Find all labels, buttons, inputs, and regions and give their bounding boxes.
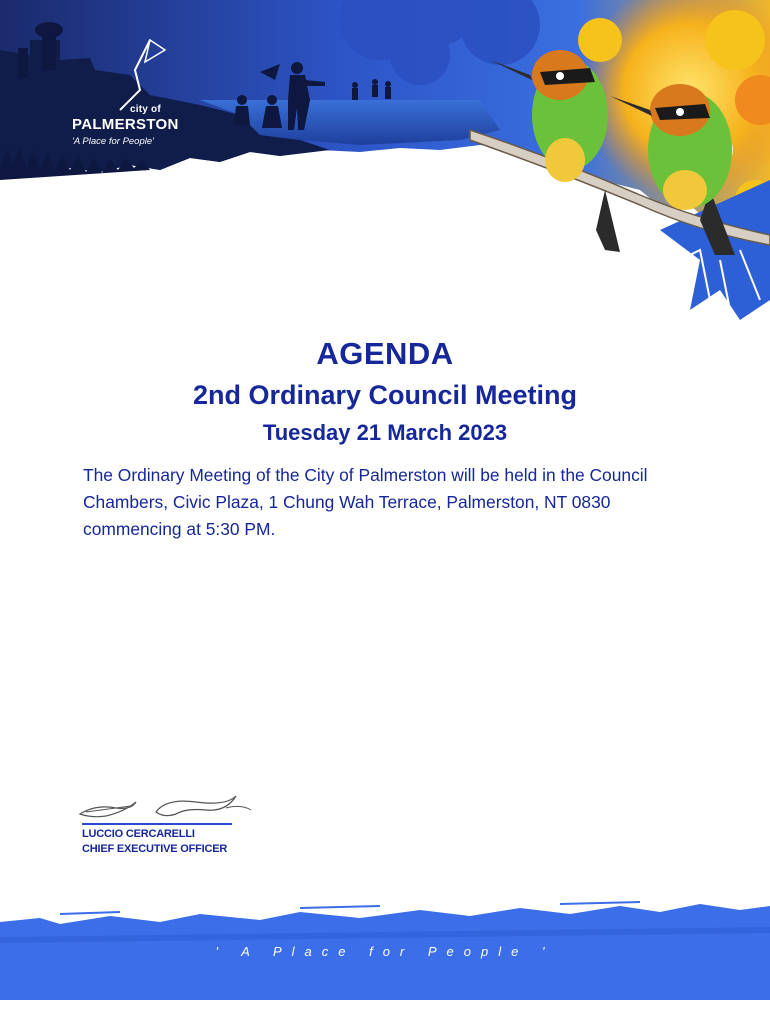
signatory-name: LUCCIO CERCARELLI xyxy=(82,828,195,840)
signature-line xyxy=(82,823,232,825)
city-logo xyxy=(72,100,202,160)
logo-city-of: city of xyxy=(130,104,161,115)
footer-tagline: ' A Place for People ' xyxy=(215,944,555,959)
header-banner xyxy=(0,0,770,330)
meeting-subtitle: 2nd Ordinary Council Meeting xyxy=(192,380,578,410)
header-illustration xyxy=(0,0,770,330)
logo-tagline: 'A Place for People' xyxy=(72,136,154,147)
signatory-title: CHIEF EXECUTIVE OFFICER xyxy=(82,843,228,855)
signature-image xyxy=(76,790,256,824)
meeting-date: Tuesday 21 March 2023 xyxy=(262,420,508,445)
page-title: AGENDA xyxy=(316,336,454,371)
meeting-description: The Ordinary Meeting of the City of Palmerston will be held in the Council Chambers, Civic Plaza, 1 Chung Wah Terrace, Palmerston, NT 0830 commencing at 5:30 PM. xyxy=(83,465,648,539)
logo-name: PALMERSTON xyxy=(72,116,179,133)
